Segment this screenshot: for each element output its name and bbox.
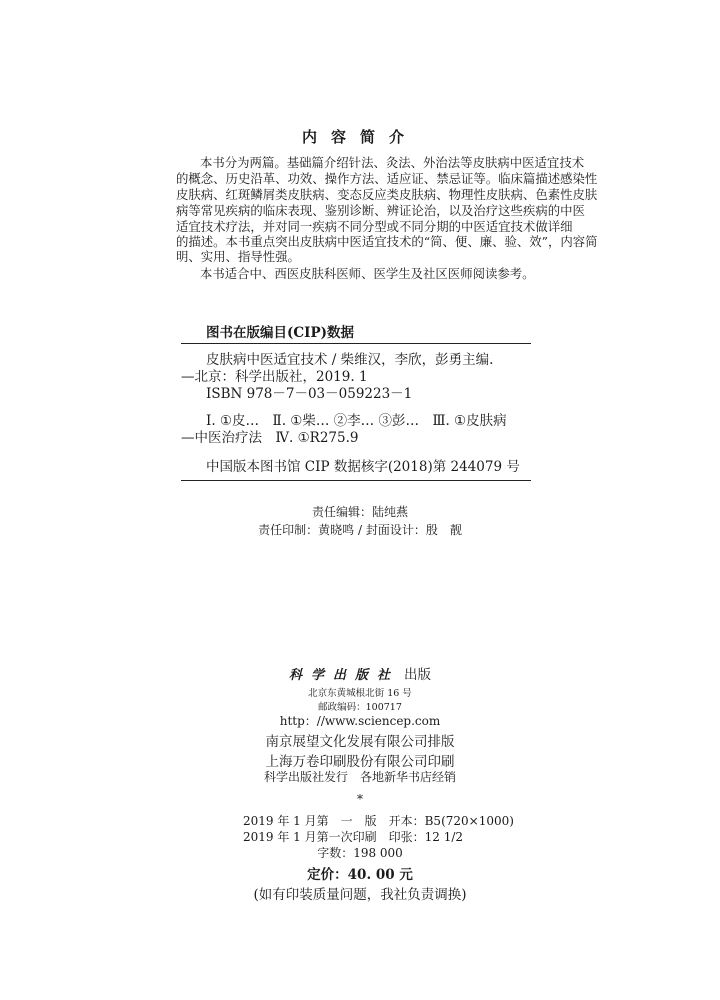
cip-line: 中国版本图书馆 CIP 数据核字(2018)第 244079 号: [206, 459, 520, 475]
publisher-logo: 科学出版社: [288, 668, 399, 683]
summary-line: 明、实用、指导性强。: [176, 249, 300, 264]
summary-line: 本书适合中、西医皮肤科医师、医学生及社区医师阅读参考。: [200, 266, 535, 281]
edition-info: 2019 年 1 月第 一 版 开本：B5(720×1000): [243, 814, 514, 828]
price: 定价：40. 00 元: [307, 867, 413, 883]
cip-heading: 图书在版编目(CIP)数据: [206, 325, 354, 341]
word-count: 字数：198 000: [317, 846, 403, 860]
publisher-line: [0, 663, 720, 683]
distribution: 科学出版社发行 各地新华书店经销: [263, 770, 456, 784]
summary-line: 病等常见疾病的临床表现、鉴别诊断、辨证论治，以及治疗这些疾病的中医: [176, 203, 585, 218]
print-design-line: 责任印制：黄晓鸣 / 封面设计：殷 靓: [258, 523, 462, 537]
website-url: http：//www.sciencep.com: [279, 714, 441, 728]
publisher-address: 北京东黄城根北街 16 号: [308, 688, 412, 699]
printing-info: 2019 年 1 月第一次印刷 印张：12 1/2: [243, 830, 464, 844]
separator: *: [357, 792, 363, 806]
printer: 上海万卷印刷股份有限公司印刷: [265, 754, 455, 770]
summary-line: 适宜技术疗法，并对同一疾病不同分型或不同分期的中医适宜技术做详细: [176, 219, 573, 234]
typesetter: 南京展望文化发展有限公司排版: [265, 734, 455, 750]
summary-title: 内容简介: [301, 128, 418, 146]
cip-line: ISBN 978－7－03－059223－1: [206, 386, 413, 402]
cip-line: —北京：科学出版社，2019. 1: [181, 369, 368, 385]
quality-notice: (如有印装质量问题，我社负责调换): [253, 887, 467, 903]
editor-line: 责任编辑：陆纯燕: [311, 505, 408, 519]
summary-line: 的概念、历史沿革、功效、操作方法、适应证、禁忌证等。临床篇描述感染性: [176, 171, 598, 186]
postcode: 邮政编码：100717: [318, 702, 402, 713]
cip-bottom-rule: [181, 480, 531, 481]
published-label: 出版: [404, 667, 432, 683]
cip-line: 皮肤病中医适宜技术 / 柴维汉，李欣，彭勇主编.: [206, 352, 494, 368]
cip-line: —中医治疗法 Ⅳ. ①R275.9: [181, 430, 359, 446]
cip-top-rule: [181, 343, 531, 344]
summary-line: 本书分为两篇。基础篇介绍针法、灸法、外治法等皮肤病中医适宜技术: [200, 155, 585, 170]
cip-line: Ⅰ. ①皮… Ⅱ. ①柴… ②李… ③彭… Ⅲ. ①皮肤病: [206, 413, 507, 429]
summary-line: 皮肤病、红斑鳞屑类皮肤病、变态反应类皮肤病、物理性皮肤病、色素性皮肤: [176, 187, 598, 202]
summary-line: 的描述。本书重点突出皮肤病中医适宜技术的“简、便、廉、验、效”，内容简: [176, 234, 598, 249]
